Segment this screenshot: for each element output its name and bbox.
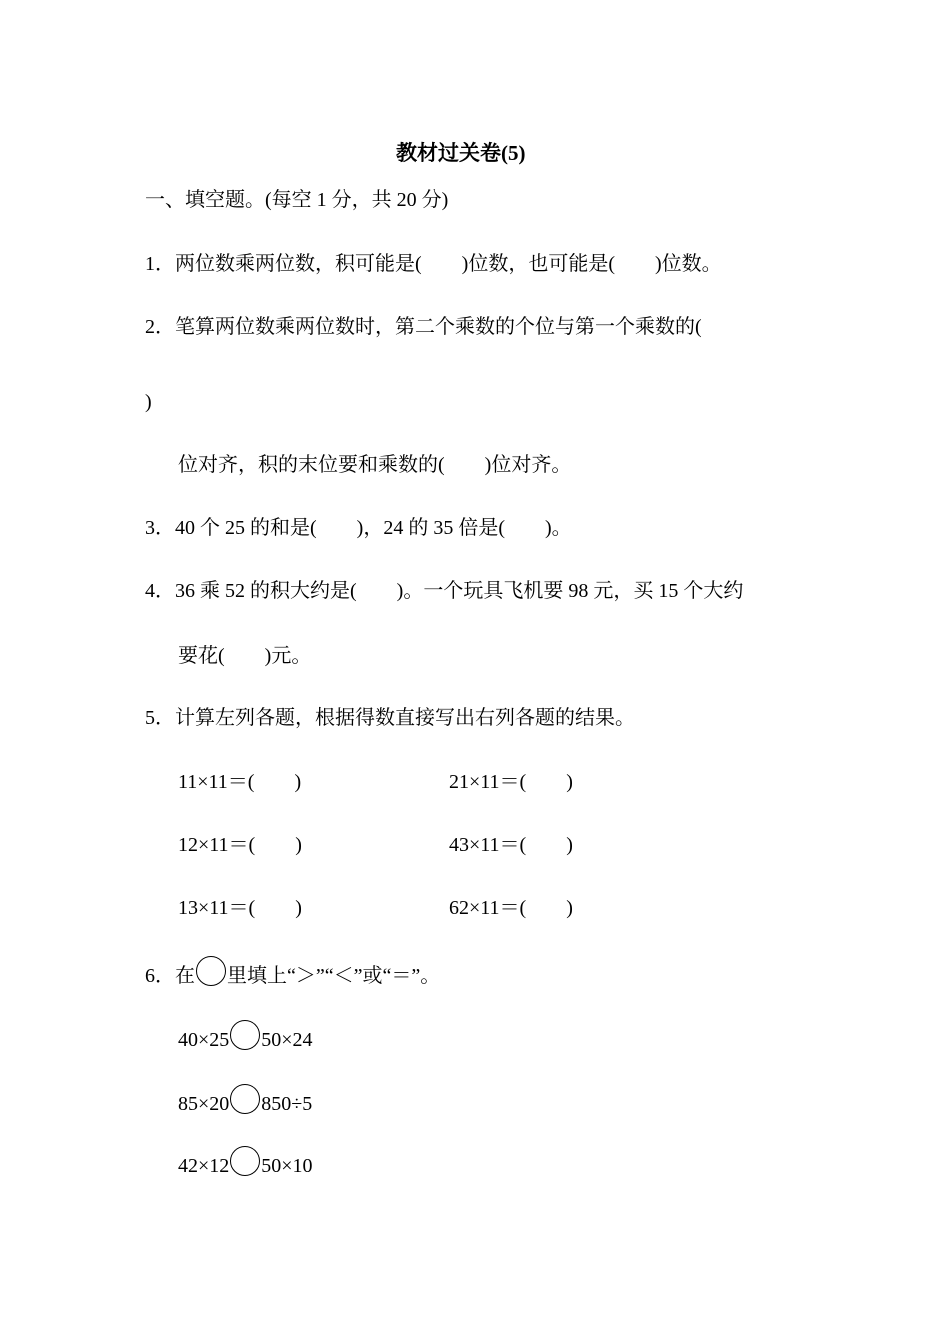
q6-left-expr: 85×20 <box>178 1093 230 1115</box>
q6-prefix: 6．在 <box>145 965 195 987</box>
question-3: 3．40 个 25 的和是( )，24 的 35 倍是( )。 <box>145 517 572 539</box>
q6-left-expr: 40×25 <box>178 1029 230 1051</box>
question-1: 1．两位数乘两位数，积可能是( )位数，也可能是( )位数。 <box>145 253 722 275</box>
q6-comparison <box>178 1084 313 1115</box>
q6-comparison <box>178 1146 313 1177</box>
q6-right-expr: 50×10 <box>261 1155 313 1177</box>
section-heading: 一、填空题。(每空 1 分，共 20 分) <box>145 189 449 211</box>
question-5: 5．计算左列各题，根据得数直接写出右列各题的结果。 <box>145 707 635 729</box>
compare-circle-input[interactable] <box>230 1146 260 1176</box>
circle-blank-icon <box>196 956 226 986</box>
question-4-line-1: 4．36 乘 52 的积大约是( )。一个玩具飞机要 98 元，买 15 个大约 <box>145 580 744 602</box>
question-6 <box>145 956 441 987</box>
compare-circle-input[interactable] <box>230 1020 260 1050</box>
q6-right-expr: 50×24 <box>261 1029 313 1051</box>
q6-right-expr: 850÷5 <box>261 1093 313 1115</box>
q6-left-expr: 42×12 <box>178 1155 230 1177</box>
q6-comparison <box>178 1020 313 1051</box>
q5-left-item: 11×11＝( ) <box>178 771 302 793</box>
question-4-line-2: 要花( )元。 <box>178 645 312 667</box>
q5-right-item: 43×11＝( ) <box>449 834 573 856</box>
question-2-line-1: 2．笔算两位数乘两位数时，第二个乘数的个位与第一个乘数的( <box>145 316 702 338</box>
question-2-line-2: ) <box>145 391 152 413</box>
q5-right-item: 21×11＝( ) <box>449 771 573 793</box>
compare-circle-input[interactable] <box>230 1084 260 1114</box>
q5-left-item: 13×11＝( ) <box>178 897 302 919</box>
page-title: 教材过关卷(5) <box>396 141 526 165</box>
q5-right-item: 62×11＝( ) <box>449 897 573 919</box>
question-2-line-3: 位对齐，积的末位要和乘数的( )位对齐。 <box>178 454 572 476</box>
q5-left-item: 12×11＝( ) <box>178 834 302 856</box>
q6-suffix: 里填上“＞”“＜”或“＝”。 <box>227 965 441 987</box>
